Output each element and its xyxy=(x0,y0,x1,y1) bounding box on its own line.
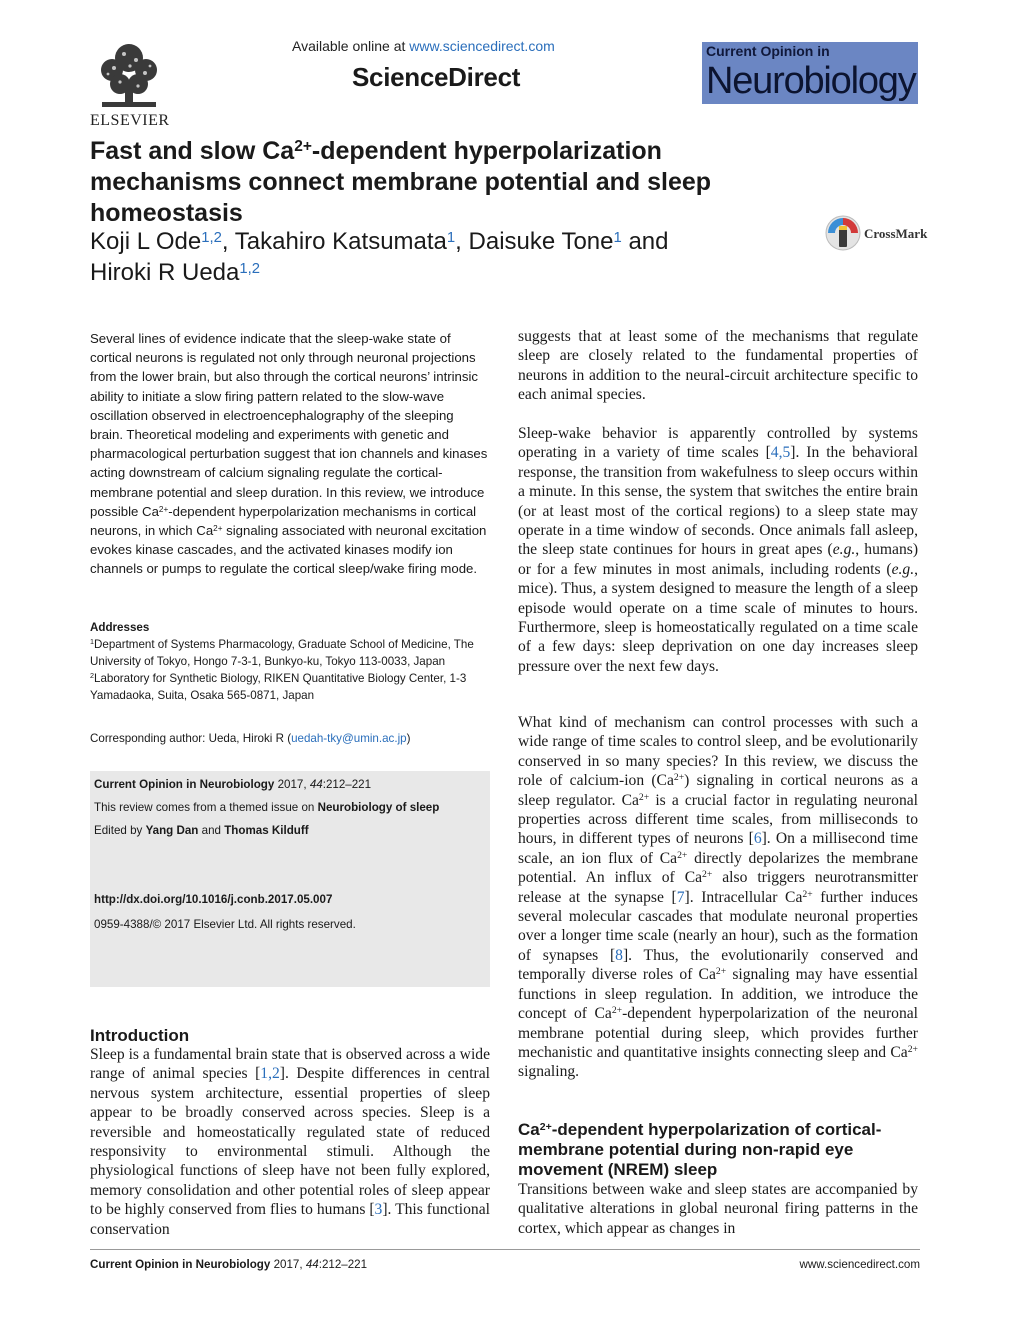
corresponding-author: Corresponding author: Ueda, Hiroki R (uedah-tky@umin.ac.jp) xyxy=(90,732,411,745)
title-sup: 2+ xyxy=(294,138,312,156)
introduction-body: Sleep is a fundamental brain state that is observed across a wide range of animal species [1,2]. Despite differences in central nervous system architecture, essential properties of sleep appear to be broadly conserved across species. Sleep is a reversible and homeostatically regulated state of reduced responsivity to environmental stimuli. Although the physiological functions of sleep have not been fully explored, memory consolidation and other potential roles of sleep appear to be highly conserved from flies to humans [3]. This functional conservation xyxy=(90,1046,490,1238)
info-editors: Edited by Yang Dan and Thomas Kilduff xyxy=(94,824,309,837)
title-pre: Fast and slow Ca xyxy=(90,137,295,165)
doi-link[interactable]: http://dx.doi.org/10.1016/j.conb.2017.05.007 xyxy=(94,893,333,906)
section-heading: $Ca^{2+}$-dependent hyperpolarization of cortical-membrane potential during non-rapid eye movement (NREM) sleep xyxy=(518,1120,882,1179)
addresses xyxy=(90,619,490,704)
paragraph: Sleep-wake behavior is apparently controlled by systems operating in a variety of time scales [4,5]. In the behavioral response, the transition from wakefulness to sleep occurs within a minute. In this sense, the system that switches the entire brain (or at least most of the cortical regions) to a sleep state may operate in a time window of seconds. Once animals fall asleep, the sleep state continues for hours in great apes (e.g., humans) or for a few minutes in most animals, including rodents (e.g., mice). Thus, a system designed to measure the length of a sleep episode would operate on a time scale of minutes to hours. Furthermore, sleep is homeostatically regulated on a time scale of a few days: sleep deprivation on one day increases sleep pressure over the next few days. xyxy=(518,425,919,675)
crossmark-button[interactable] xyxy=(824,214,928,254)
footer-divider xyxy=(90,1249,920,1250)
paragraph: suggests that at least some of the mechanisms that regulate sleep are closely related to the fundamental properties of neurons in addition to the neural-circuit architecture specific to each animal species. xyxy=(518,328,918,404)
sciencedirect-link[interactable]: www.sciencedirect.com xyxy=(409,38,555,54)
journal-badge xyxy=(702,42,918,104)
author-name: Takahiro Katsumata xyxy=(234,228,447,255)
author-affiliation[interactable]: 1 xyxy=(613,229,622,246)
article-title xyxy=(90,136,780,229)
info-citation: Current Opinion in Neurobiology 2017, 44:212–221 xyxy=(94,778,372,791)
publisher-name: ELSEVIER xyxy=(90,112,170,129)
crossmark-label: CrossMark xyxy=(864,226,928,241)
ref-link[interactable]: 6 xyxy=(753,830,762,848)
ref-link[interactable]: 7 xyxy=(676,888,685,906)
issn-copyright: 0959-4388/© 2017 Elsevier Ltd. All rights reserved. xyxy=(94,918,356,931)
sciencedirect-wordmark: ScienceDirect xyxy=(352,62,521,92)
title-post: -dependent hyperpolarization mechanisms connect membrane potential and sleep homeostasis xyxy=(90,137,712,227)
ref-link[interactable]: 4,5 xyxy=(770,444,791,462)
journal-badge-top: Current Opinion in xyxy=(706,43,830,59)
addresses-heading: Addresses xyxy=(90,621,150,634)
affiliation-1: $^1$Department of Systems Pharmacology, Graduate School of Medicine, The University of Tokyo, Hongo 7-3-1, Bunkyo-ku, Tokyo 113-0033, Japan xyxy=(90,637,474,668)
author-name: Hiroki R Ueda xyxy=(90,259,240,286)
info-themed-issue: This review comes from a themed issue on Neurobiology of sleep xyxy=(94,801,440,814)
author-affiliation[interactable]: 1 xyxy=(446,229,456,246)
affiliation-2: $^2$Laboratory for Synthetic Biology, RIKEN Quantitative Biology Center, 1-3 Yamadaoka, Suita, Osaka 565-0871, Japan xyxy=(90,671,467,702)
author-name: Koji L Ode xyxy=(90,228,202,255)
available-prefix: Available online at xyxy=(292,38,410,54)
corresponding-email-link[interactable]: uedah-tky@umin.ac.jp xyxy=(291,732,407,745)
author-affiliation[interactable]: 1,2 xyxy=(239,260,261,277)
author-list: Koji L Ode$^{1,2}$, Takahiro Katsumata$^1$, Daisuke Tone$^1$ and Hiroki R Ueda$^{1,2}$ xyxy=(90,228,669,286)
ref-link[interactable]: 3 xyxy=(374,1201,383,1219)
author-affiliation[interactable]: 1,2 xyxy=(201,229,222,246)
abstract: Several lines of evidence indicate that the sleep-wake state of cortical neurons is regulated not only through neuronal projections from the lower brain, but also through the cortical neurons’ intrinsic ability to initiate a slow firing pattern related to the slow-wave oscillation observed in electroencephalography of the sleeping brain. Theoretical modeling and experiments with genetic and pharmacological perturbation suggest that ion channels and kinases acting downstream of calcium signaling regulate the cortical-membrane potential and sleep duration. In this review, we introduce possible $Ca^{2+}$-dependent hyperpolarization mechanisms in cortical neurons, in which $Ca^{2+}$ signaling associated with neuronal excitation evokes kinase cascades, and the activated kinases modify ion channels or pumps to regulate the cortical sleep/wake firing mode. xyxy=(90,331,488,577)
footer-citation: Current Opinion in Neurobiology 2017, 44:212–221 xyxy=(90,1258,368,1271)
footer-site: www.sciencedirect.com xyxy=(799,1258,920,1271)
ref-link[interactable]: 8 xyxy=(615,946,623,964)
crossmark-icon xyxy=(824,214,862,252)
available-online xyxy=(292,38,555,54)
article-info-box xyxy=(90,771,490,987)
paragraph: What kind of mechanism can control processes with such a wide range of time scales to control sleep, and be evolutionarily conserved in so many species? In this review, we discuss the role of calcium-ion $(Ca^{2+})$ signaling in cortical neurons as a sleep regulator. $Ca^{2+}$ is a crucial factor in regulating neuronal properties across different time scales, from milliseconds to hours, in different types of neurons [6]. On a millisecond time scale, an ion flux of $Ca^{2+}$ directly depolarizes the membrane potential. An influx of $Ca^{2+}$ also triggers neurotransmitter release at the synapse [7]. Intracellular $Ca^{2+}$ further induces several molecular cascades that modulate neuronal properties over a longer time scale (nearly an hour), such as the formation of synapses [8]. Thus, the evolutionarily conserved and temporally diverse roles of $Ca^{2+}$ signaling may have essential functions in sleep regulation. In addition, we introduce the concept of $Ca^{2+}$-dependent hyperpolarization of the neuronal membrane potential during sleep, which provides further mechanistic and quantitative insights connecting sleep and $Ca^{2+}$ signaling. xyxy=(518,714,919,1081)
ref-link[interactable]: 1,2 xyxy=(260,1065,280,1083)
journal-badge-name: Neurobiology xyxy=(706,60,916,102)
paragraph: Transitions between wake and sleep states are accompanied by qualitative alterations in global neuronal firing patterns in the cortex, which appear as changes in xyxy=(518,1181,918,1237)
author-name: Daisuke Tone xyxy=(468,228,614,255)
introduction-heading: Introduction xyxy=(90,1026,190,1045)
